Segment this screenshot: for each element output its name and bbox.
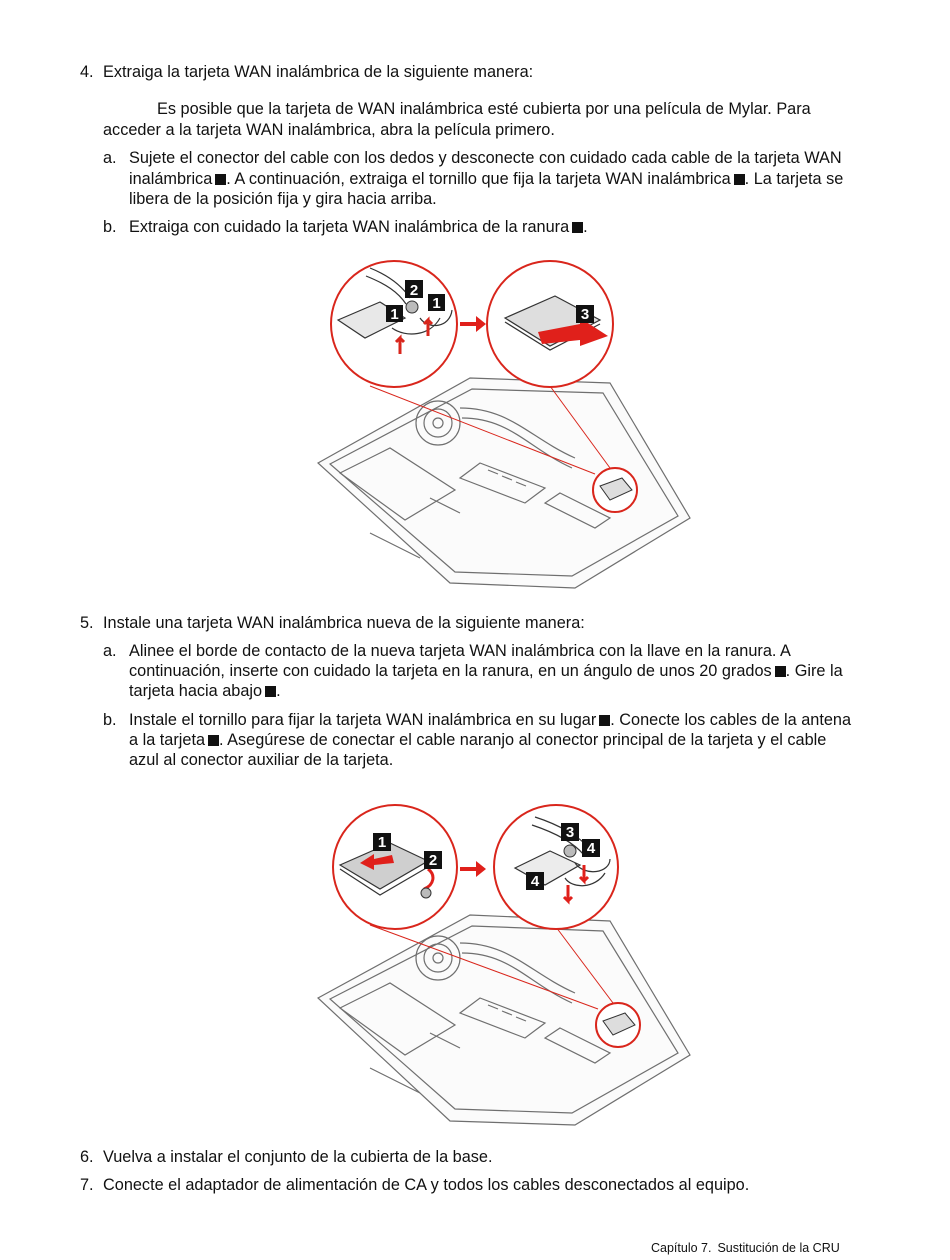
substep-line: tarjeta hacia abajo . [129, 682, 281, 700]
callout-badge: 1 [377, 834, 387, 851]
callout-marker [572, 222, 583, 233]
substep-line: Extraiga con cuidado la tarjeta WAN inalámbrica de la ranura . [129, 218, 588, 236]
callout-marker [775, 666, 786, 677]
substep-line: azul al conector auxiliar de la tarjeta. [129, 751, 394, 769]
note-line: Es posible que la tarjeta de WAN inalámbrica esté cubierta por una película de Mylar. Para [157, 100, 811, 118]
step-number: 7. [80, 1176, 94, 1194]
footer-chapter: Capítulo 7 [651, 1241, 708, 1255]
callout-marker [215, 174, 226, 185]
callout-badge: 2 [428, 852, 438, 869]
callout-badge: 4 [530, 873, 540, 890]
step-text: Vuelva a instalar el conjunto de la cubierta de la base. [103, 1148, 493, 1166]
substep-letter: b. [103, 218, 117, 236]
step-number: 6. [80, 1148, 94, 1166]
page-footer: Capítulo 7. Sustitución de la CRU [651, 1241, 840, 1255]
callout-marker [734, 174, 745, 185]
wan-card-install-illustration [310, 803, 700, 1138]
substep-letter: a. [103, 642, 117, 660]
wan-card-removal-illustration [310, 258, 700, 603]
note-line: acceder a la tarjeta WAN inalámbrica, abra la película primero. [103, 121, 555, 139]
callout-marker [265, 686, 276, 697]
callout-marker [208, 735, 219, 746]
step-number: 5. [80, 614, 94, 632]
callout-badge: 4 [586, 840, 596, 857]
step-text: Extraiga la tarjeta WAN inalámbrica de la siguiente manera: [103, 63, 534, 81]
callout-badge: 3 [565, 824, 575, 841]
callout-badge: 2 [409, 282, 419, 299]
callout-marker [599, 715, 610, 726]
callout-badge: 3 [580, 306, 590, 323]
step-text: Conecte el adaptador de alimentación de CA y todos los cables desconectados al equipo. [103, 1176, 750, 1194]
substep-line: libera de la posición fija y gira hacia arriba. [129, 190, 437, 208]
substep-line: Alinee el borde de contacto de la nueva tarjeta WAN inalámbrica con la llave en la ranura. A [129, 642, 791, 660]
step-text: Instale una tarjeta WAN inalámbrica nueva de la siguiente manera: [103, 614, 585, 632]
substep-line: continuación, inserte con cuidado la tarjeta en la ranura, en un ángulo de unos 20 grados . Gire la [129, 662, 843, 680]
substep-letter: b. [103, 711, 117, 729]
substep-line: inalámbrica . A continuación, extraiga el tornillo que fija la tarjeta WAN inalámbrica . La tarjeta se [129, 170, 844, 188]
callout-badge: 1 [390, 306, 399, 323]
substep-line: Sujete el conector del cable con los dedos y desconecte con cuidado cada cable de la tarjeta WAN [129, 149, 842, 167]
substep-line: a la tarjeta . Asegúrese de conectar el cable naranjo al conector principal de la tarjeta y el cable [129, 731, 827, 749]
substep-line: Instale el tornillo para fijar la tarjeta WAN inalámbrica en su lugar . Conecte los cables de la antena [129, 711, 852, 729]
footer-title: Sustitución de la CRU [717, 1241, 840, 1255]
step-number: 4. [80, 63, 94, 81]
substep-letter: a. [103, 149, 117, 167]
callout-badge: 1 [432, 295, 441, 312]
